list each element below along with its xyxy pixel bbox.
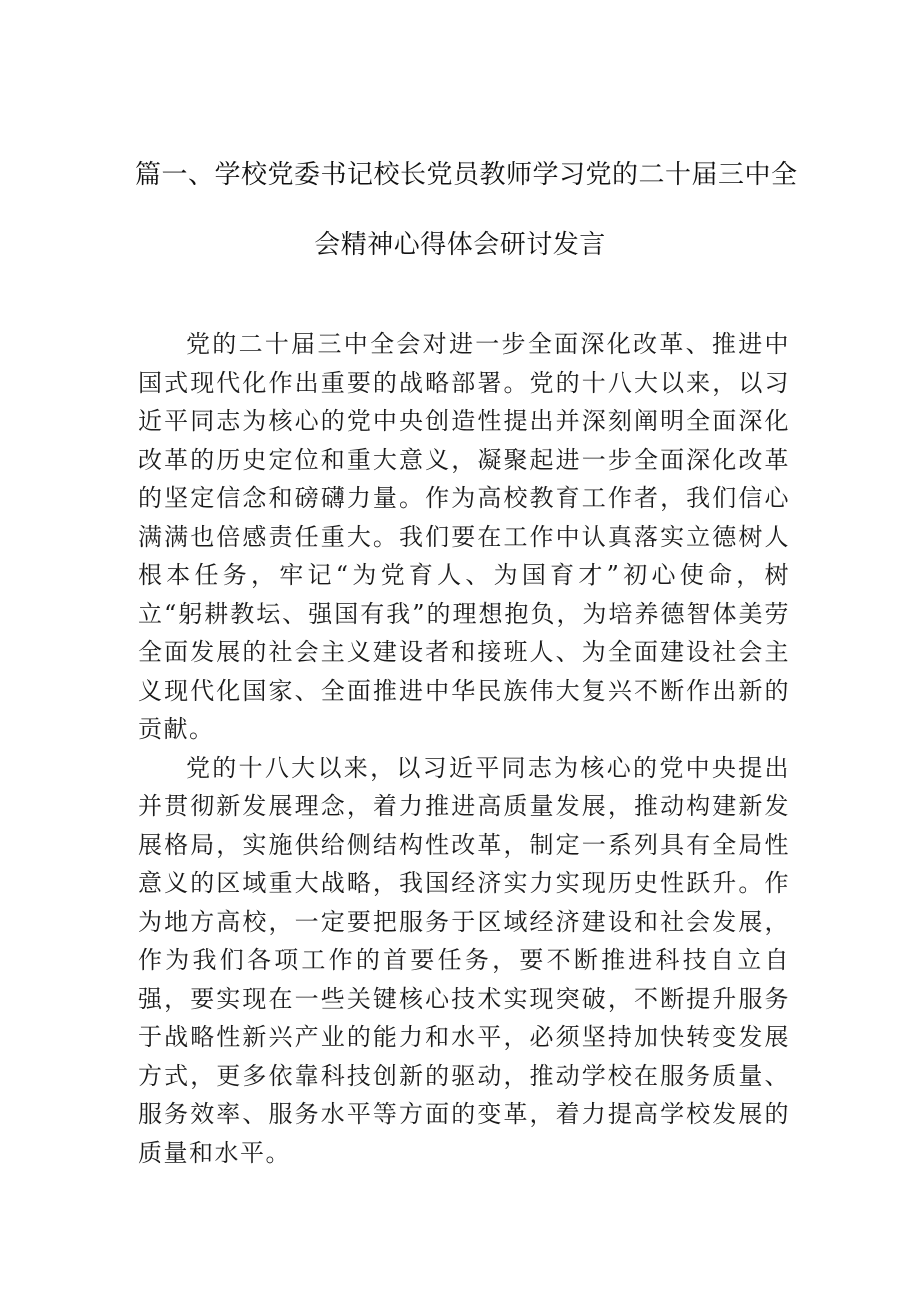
document-title-line-2: 会精神心得体会研讨发言 bbox=[314, 230, 606, 260]
paragraph-1: 党的二十届三中全会对进一步全面深化改革、推进中国式现代化作出重要的战略部署。党的十八大以来，以习近平同志为核心的党中央创造性提出并深刻阐明全面深化改革的历史定位和重大意义，凝聚起进一步全面深化改革的坚定信念和磅礴力量。作为高校教育工作者，我们信心满满也倍感责任重大。我们要在工作中认真落实立德树人根本任务，牢记“为党育人、为国育才”初心使命，树立“躬耕教坛、强国有我”的理想抱负，为培养德智体美劳全面发展的社会主义建设者和接班人、为全面建设社会主义现代化国家、全面推进中华民族伟大复兴不断作出新的贡献。 bbox=[138, 330, 790, 743]
document-title-line-1: 篇一、学校党委书记校长党员教师学习党的二十届三中全 bbox=[135, 160, 798, 190]
document-body bbox=[138, 325, 790, 1172]
paragraph-2: 党的十八大以来，以习近平同志为核心的党中央提出并贯彻新发展理念，着力推进高质量发展，推动构建新发展格局，实施供给侧结构性改革，制定一系列具有全局性意义的区域重大战略，我国经济实力实现历史性跃升。作为地方高校，一定要把服务于区域经济建设和社会发展，作为我们各项工作的首要任务，要不断推进科技自立自强，要实现在一些关键核心技术实现突破，不断提升服务于战略性新兴产业的能力和水平，必须坚持加快转变发展方式，更多依靠科技创新的驱动，推动学校在服务质量、服务效率、服务水平等方面的变革，着力提高学校发展的质量和水平。 bbox=[138, 753, 790, 1167]
